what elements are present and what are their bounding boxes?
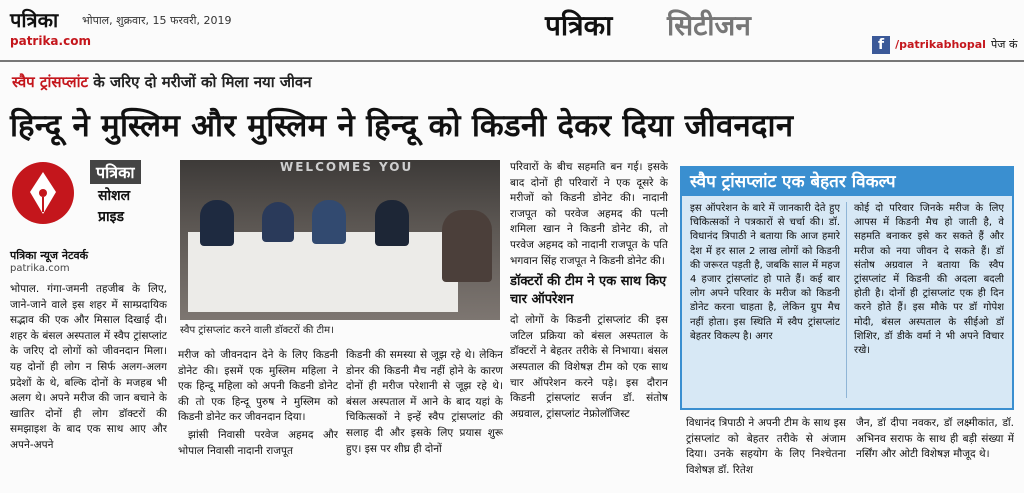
kicker (12, 72, 312, 92)
byline-site: patrika.com (10, 263, 70, 274)
section-masthead (545, 6, 845, 54)
masthead-rule (0, 60, 1024, 62)
kicker-red: स्वैप ट्रांसप्लांट (12, 73, 89, 91)
person-5 (442, 210, 492, 282)
newspaper-logo: पत्रिका (10, 8, 59, 32)
column-1: भोपाल. गंगा-जमनी तहजीब के लिए, जाने-जाने वाले इस शहर में साम्प्रदायिक सद्भाव की एक और मिसाल दिखाई दी। शहर के बंसल अस्पताल में स्वैप ट्रांसप्लांट के जरिए दो लोगों को जीवनदान मिला। यह दोनों ही लोग न सिर्फ अलग-अलग प्रदेशों के थे, बल्कि दोनों के मजहब भी अलग थे। अपने मरीज की जान बचाने के खातिर दोनों ही लोग डॉक्टरों की समझाइश के बाद एक साथ आए और अपने-अपने (10, 283, 167, 451)
section-logo: पत्रिका (545, 9, 613, 42)
pen-nib-logo (12, 162, 74, 224)
badge-line1: सोशल (98, 188, 131, 204)
facebook-handle-text: /patrikabhopal (895, 38, 986, 51)
facebook-handle[interactable] (872, 34, 1017, 54)
subhead: डॉक्टरों की टीम ने एक साथ किए चार ऑपरेशन (510, 274, 667, 308)
column-4-para1: परिवारों के बीच सहमति बन गई। इसके बाद दोनों ही परिवारों ने एक दूसरे के मरीजों को किडनी डोनेट की। नादानी राजपूत को परवेज अहमद की पत्नी शमिला खान ने किडनी डोनेट की, तो परवेज अहमद को नादानी राजपूत के पति भगवान सिंह राजपूत ने किडनी डोनेट की। (510, 161, 668, 267)
sidebar-divider (846, 202, 847, 398)
column-2-para2: झांसी निवासी परवेज अहमद और भोपाल निवासी नादानी राजपूत (178, 428, 338, 457)
person-2 (262, 202, 294, 242)
byline (10, 248, 88, 274)
column-3: किडनी की समस्या से जूझ रहे थे। लेकिन डोनर की किडनी मैच नहीं होने के कारण दोनों ही मरीज परेशानी से जूझ रहे थे। बंसल अस्पताल में आने के बाद यहां के चिकित्सकों ने इन्हें स्वैप ट्रांसप्लांट की सलाह दी और इसके लिए प्रयास शुरू हुए। इस पर शीघ्र ही दोनों (346, 349, 503, 455)
badge-brand: पत्रिका (90, 160, 141, 184)
social-pride-badge (8, 160, 158, 232)
masthead-left (10, 4, 270, 54)
column-2 (178, 348, 338, 490)
column-2-para1: मरीज को जीवनदान देने के लिए किडनी डोनेट की। इसमें एक मुस्लिम महिला ने एक हिन्दू महिला को अपनी किडनी डोनेट की तो एक हिन्दू पुरुष ने मुस्लिम को किडनी डोनेट कर जीवनदान दिया। (178, 349, 338, 424)
sidebar-title: स्वैप ट्रांसप्लांट एक बेहतर विकल्प (682, 168, 1012, 196)
photo-caption: स्वैप ट्रांसप्लांट करने वाली डॉक्टरों की टीम। (180, 325, 334, 336)
sidebar-box (680, 166, 1014, 410)
byline-name: पत्रिका न्यूज नेटवर्क (10, 249, 89, 262)
column-5: विधानंद त्रिपाठी ने अपनी टीम के साथ इस ट्रांसप्लांट को बेहतर तरीके से अंजाम दिया। उनके सहयोग के लिए निश्चेतना विशेषज्ञ डॉ. रितेश (686, 417, 846, 476)
team-photo (180, 160, 500, 320)
section-title: सिटीजन (667, 9, 751, 42)
column-4-para2: दो लोगों के किडनी ट्रांसप्लांट की इस जटिल प्रक्रिया को बंसल अस्पताल के डॉक्टरों ने बेहतर तरीके से निभाया। बंसल अस्पताल की विशेषज्ञ टीम को एक साथ चार ऑपरेशन करने पड़े। इस दौरान किडनी ट्रांसप्लांट सर्जन डॉ. संतोष अग्रवाल, ट्रांसप्लांट नेफ्रोलॉजिस्ट (510, 314, 668, 420)
column-4 (510, 160, 668, 490)
column-6: जैन, डॉ दीपा नवकर, डॉ लक्ष्मीकांत, डॉ. अभिनव सराफ के साथ ही बड़ी संख्या में नर्सिंग और ओटी विशेषज्ञ मौजूद थे। (856, 417, 1014, 461)
welcome-banner: WELCOMES YOU (280, 160, 414, 174)
badge-line2: प्राइड (98, 209, 124, 225)
dateline: भोपाल, शुक्रवार, 15 फरवरी, 2019 (82, 14, 232, 27)
facebook-icon: f (872, 36, 890, 54)
person-4 (375, 200, 409, 246)
pen-nib-icon (12, 162, 74, 224)
kicker-rest: के जरिए दो मरीजों को मिला नया जीवन (88, 73, 312, 91)
headline: हिन्दू ने मुस्लिम और मुस्लिम ने हिन्दू को किडनी देकर दिया जीवनदान (10, 108, 794, 144)
page-number-label: पेज कं (991, 38, 1018, 51)
sidebar-right-text: कोई दो परिवार जिनके मरीज के लिए आपस में किडनी मैच हो जाती है, वे सहमति बनाकर इसे कर सकते हैं और मरीज को नया जीवन दे सकते हैं। डॉ संतोष अग्रवाल ने बताया कि स्वैप ट्रांसप्लांट में किडनी की अदला बदली होती है। दोनों ही ट्रांसप्लांट एक ही दिन करने होते हैं। इस मौके पर डॉ गोपेश मोदी, बंसल अस्पताल के सीईओ डॉ शिशिर, डॉ डीके वर्मा ने भी अपने विचार रखे। (854, 203, 1004, 357)
person-1 (200, 200, 234, 246)
site-link[interactable]: patrika.com (10, 34, 91, 48)
sidebar-left-text: इस ऑपरेशन के बारे में जानकारी देते हुए चिकित्सकों ने पत्रकारों से चर्चा की। डॉ. विधानंद त्रिपाठी ने बताया कि आज हमारे देश में हर साल 2 लाख लोगों को किडनी की जरूरत पड़ती है, जबकि साल में महज 4 हजार ट्रांसप्लांट हो पाते हैं। कई बार लोग अपने परिवार के मरीज को किडनी डोनेट करना चाहता है, लेकिन ग्रुप मैच नहीं होता। इस स्थिति में स्वैप ट्रांसप्लांट बेहतर विकल्प है। अगर (690, 203, 840, 342)
person-3 (312, 200, 346, 244)
